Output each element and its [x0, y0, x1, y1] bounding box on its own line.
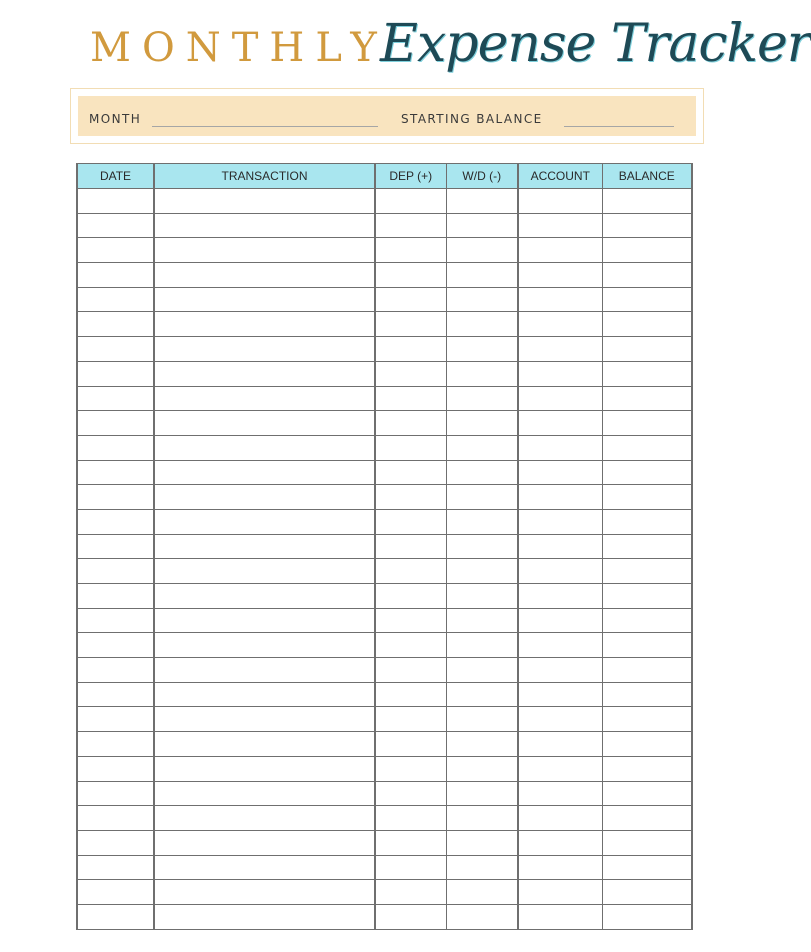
deposit-cell[interactable] — [375, 904, 446, 929]
table-row — [77, 460, 692, 485]
date-cell[interactable] — [77, 189, 154, 214]
balance-cell[interactable] — [602, 361, 692, 386]
table-row — [77, 633, 692, 658]
table-row — [77, 756, 692, 781]
transaction-cell[interactable] — [154, 263, 375, 288]
balance-cell[interactable] — [602, 287, 692, 312]
account-cell[interactable] — [518, 386, 602, 411]
transaction-cell[interactable] — [154, 584, 375, 609]
starting-balance-label: STARTING BALANCE — [401, 112, 543, 126]
deposit-cell[interactable] — [375, 584, 446, 609]
withdrawal-cell[interactable] — [446, 361, 518, 386]
date-cell[interactable] — [77, 633, 154, 658]
account-cell[interactable] — [518, 238, 602, 263]
table-row — [77, 559, 692, 584]
transaction-cell[interactable] — [154, 238, 375, 263]
transaction-cell[interactable] — [154, 213, 375, 238]
transaction-cell[interactable] — [154, 756, 375, 781]
deposit-cell[interactable] — [375, 238, 446, 263]
account-cell[interactable] — [518, 213, 602, 238]
date-cell[interactable] — [77, 806, 154, 831]
transaction-cell[interactable] — [154, 460, 375, 485]
withdrawal-cell[interactable] — [446, 534, 518, 559]
date-cell[interactable] — [77, 238, 154, 263]
balance-cell[interactable] — [602, 806, 692, 831]
deposit-cell[interactable] — [375, 485, 446, 510]
date-cell[interactable] — [77, 756, 154, 781]
withdrawal-cell[interactable] — [446, 633, 518, 658]
deposit-cell[interactable] — [375, 707, 446, 732]
table-row — [77, 781, 692, 806]
balance-cell[interactable] — [602, 608, 692, 633]
table-row — [77, 707, 692, 732]
transaction-cell[interactable] — [154, 337, 375, 362]
page-title — [0, 0, 811, 86]
withdrawal-cell[interactable] — [446, 658, 518, 683]
transaction-cell[interactable] — [154, 904, 375, 929]
transaction-cell[interactable] — [154, 509, 375, 534]
balance-cell[interactable] — [602, 189, 692, 214]
date-cell[interactable] — [77, 732, 154, 757]
date-cell[interactable] — [77, 608, 154, 633]
account-cell[interactable] — [518, 732, 602, 757]
balance-cell[interactable] — [602, 855, 692, 880]
date-cell[interactable] — [77, 386, 154, 411]
withdrawal-cell[interactable] — [446, 880, 518, 905]
account-cell[interactable] — [518, 485, 602, 510]
deposit-cell[interactable] — [375, 559, 446, 584]
balance-cell[interactable] — [602, 633, 692, 658]
account-cell[interactable] — [518, 855, 602, 880]
title-expense-tracker: Expense Tracker — [380, 14, 811, 74]
deposit-cell[interactable] — [375, 213, 446, 238]
withdrawal-cell[interactable] — [446, 756, 518, 781]
withdrawal-cell[interactable] — [446, 386, 518, 411]
table-row — [77, 238, 692, 263]
account-cell[interactable] — [518, 658, 602, 683]
account-cell[interactable] — [518, 781, 602, 806]
balance-cell[interactable] — [602, 386, 692, 411]
deposit-cell[interactable] — [375, 361, 446, 386]
withdrawal-cell[interactable] — [446, 806, 518, 831]
deposit-cell[interactable] — [375, 287, 446, 312]
table-row — [77, 904, 692, 929]
starting-balance-input-line[interactable] — [564, 126, 674, 127]
transaction-cell[interactable] — [154, 386, 375, 411]
date-cell[interactable] — [77, 707, 154, 732]
transaction-cell[interactable] — [154, 707, 375, 732]
account-cell[interactable] — [518, 707, 602, 732]
column-header-date: DATE — [77, 164, 154, 189]
balance-cell[interactable] — [602, 658, 692, 683]
date-cell[interactable] — [77, 435, 154, 460]
account-cell[interactable] — [518, 509, 602, 534]
account-cell[interactable] — [518, 337, 602, 362]
balance-cell[interactable] — [602, 880, 692, 905]
balance-cell[interactable] — [602, 411, 692, 436]
month-input-line[interactable] — [152, 126, 378, 127]
date-cell[interactable] — [77, 411, 154, 436]
deposit-cell[interactable] — [375, 781, 446, 806]
table-row — [77, 855, 692, 880]
month-label: MONTH — [89, 112, 142, 126]
date-cell[interactable] — [77, 312, 154, 337]
deposit-cell[interactable] — [375, 880, 446, 905]
balance-cell[interactable] — [602, 213, 692, 238]
table-row — [77, 189, 692, 214]
account-cell[interactable] — [518, 806, 602, 831]
balance-cell[interactable] — [602, 584, 692, 609]
transaction-cell[interactable] — [154, 189, 375, 214]
title-monthly: MONTHLY — [90, 25, 388, 71]
withdrawal-cell[interactable] — [446, 460, 518, 485]
withdrawal-cell[interactable] — [446, 904, 518, 929]
deposit-cell[interactable] — [375, 386, 446, 411]
balance-cell[interactable] — [602, 263, 692, 288]
table-row — [77, 658, 692, 683]
transaction-cell[interactable] — [154, 830, 375, 855]
date-cell[interactable] — [77, 263, 154, 288]
date-cell[interactable] — [77, 485, 154, 510]
account-cell[interactable] — [518, 633, 602, 658]
transaction-cell[interactable] — [154, 312, 375, 337]
account-cell[interactable] — [518, 312, 602, 337]
deposit-cell[interactable] — [375, 756, 446, 781]
table-row — [77, 361, 692, 386]
date-cell[interactable] — [77, 584, 154, 609]
withdrawal-cell[interactable] — [446, 732, 518, 757]
withdrawal-cell[interactable] — [446, 238, 518, 263]
withdrawal-cell[interactable] — [446, 584, 518, 609]
month-info-band — [78, 96, 696, 136]
deposit-cell[interactable] — [375, 460, 446, 485]
deposit-cell[interactable] — [375, 509, 446, 534]
balance-cell[interactable] — [602, 238, 692, 263]
date-cell[interactable] — [77, 682, 154, 707]
column-header-transaction: TRANSACTION — [154, 164, 375, 189]
account-cell[interactable] — [518, 435, 602, 460]
balance-cell[interactable] — [602, 509, 692, 534]
deposit-cell[interactable] — [375, 682, 446, 707]
transaction-cell[interactable] — [154, 658, 375, 683]
transaction-cell[interactable] — [154, 781, 375, 806]
table-row — [77, 732, 692, 757]
transaction-cell[interactable] — [154, 559, 375, 584]
balance-cell[interactable] — [602, 485, 692, 510]
table-row — [77, 880, 692, 905]
account-cell[interactable] — [518, 608, 602, 633]
withdrawal-cell[interactable] — [446, 559, 518, 584]
deposit-cell[interactable] — [375, 411, 446, 436]
transaction-cell[interactable] — [154, 361, 375, 386]
date-cell[interactable] — [77, 361, 154, 386]
account-cell[interactable] — [518, 584, 602, 609]
deposit-cell[interactable] — [375, 806, 446, 831]
withdrawal-cell[interactable] — [446, 485, 518, 510]
table-row — [77, 534, 692, 559]
deposit-cell[interactable] — [375, 658, 446, 683]
date-cell[interactable] — [77, 904, 154, 929]
account-cell[interactable] — [518, 534, 602, 559]
deposit-cell[interactable] — [375, 534, 446, 559]
withdrawal-cell[interactable] — [446, 682, 518, 707]
balance-cell[interactable] — [602, 435, 692, 460]
table-row — [77, 682, 692, 707]
deposit-cell[interactable] — [375, 855, 446, 880]
table-row — [77, 287, 692, 312]
column-header-balance: BALANCE — [602, 164, 692, 189]
balance-cell[interactable] — [602, 830, 692, 855]
date-cell[interactable] — [77, 534, 154, 559]
balance-cell[interactable] — [602, 460, 692, 485]
deposit-cell[interactable] — [375, 263, 446, 288]
date-cell[interactable] — [77, 559, 154, 584]
withdrawal-cell[interactable] — [446, 435, 518, 460]
table-row — [77, 312, 692, 337]
month-info-box — [70, 88, 704, 144]
transaction-cell[interactable] — [154, 633, 375, 658]
account-cell[interactable] — [518, 682, 602, 707]
deposit-cell[interactable] — [375, 189, 446, 214]
transaction-cell[interactable] — [154, 608, 375, 633]
balance-cell[interactable] — [602, 707, 692, 732]
date-cell[interactable] — [77, 830, 154, 855]
deposit-cell[interactable] — [375, 830, 446, 855]
date-cell[interactable] — [77, 337, 154, 362]
column-header-withdrawal: W/D (-) — [446, 164, 518, 189]
transaction-cell[interactable] — [154, 682, 375, 707]
date-cell[interactable] — [77, 781, 154, 806]
withdrawal-cell[interactable] — [446, 263, 518, 288]
deposit-cell[interactable] — [375, 633, 446, 658]
balance-cell[interactable] — [602, 559, 692, 584]
deposit-cell[interactable] — [375, 312, 446, 337]
table-row — [77, 509, 692, 534]
withdrawal-cell[interactable] — [446, 287, 518, 312]
date-cell[interactable] — [77, 658, 154, 683]
table-row — [77, 411, 692, 436]
withdrawal-cell[interactable] — [446, 337, 518, 362]
balance-cell[interactable] — [602, 534, 692, 559]
table-row — [77, 806, 692, 831]
account-cell[interactable] — [518, 361, 602, 386]
withdrawal-cell[interactable] — [446, 509, 518, 534]
table-row — [77, 435, 692, 460]
account-cell[interactable] — [518, 287, 602, 312]
table-row — [77, 584, 692, 609]
withdrawal-cell[interactable] — [446, 312, 518, 337]
table-row — [77, 337, 692, 362]
table-row — [77, 263, 692, 288]
account-cell[interactable] — [518, 904, 602, 929]
table-row — [77, 213, 692, 238]
account-cell[interactable] — [518, 263, 602, 288]
account-cell[interactable] — [518, 880, 602, 905]
date-cell[interactable] — [77, 509, 154, 534]
account-cell[interactable] — [518, 559, 602, 584]
balance-cell[interactable] — [602, 682, 692, 707]
balance-cell[interactable] — [602, 781, 692, 806]
account-cell[interactable] — [518, 189, 602, 214]
date-cell[interactable] — [77, 213, 154, 238]
transaction-cell[interactable] — [154, 287, 375, 312]
withdrawal-cell[interactable] — [446, 213, 518, 238]
balance-cell[interactable] — [602, 756, 692, 781]
table-row — [77, 608, 692, 633]
table-row — [77, 386, 692, 411]
account-cell[interactable] — [518, 411, 602, 436]
deposit-cell[interactable] — [375, 608, 446, 633]
expense-ledger-table — [76, 163, 693, 930]
date-cell[interactable] — [77, 855, 154, 880]
withdrawal-cell[interactable] — [446, 411, 518, 436]
transaction-cell[interactable] — [154, 534, 375, 559]
ledger-body — [77, 189, 692, 930]
withdrawal-cell[interactable] — [446, 189, 518, 214]
transaction-cell[interactable] — [154, 435, 375, 460]
deposit-cell[interactable] — [375, 337, 446, 362]
table-header-row — [77, 164, 692, 189]
withdrawal-cell[interactable] — [446, 707, 518, 732]
balance-cell[interactable] — [602, 312, 692, 337]
column-header-account: ACCOUNT — [518, 164, 602, 189]
transaction-cell[interactable] — [154, 485, 375, 510]
date-cell[interactable] — [77, 287, 154, 312]
deposit-cell[interactable] — [375, 732, 446, 757]
transaction-cell[interactable] — [154, 880, 375, 905]
transaction-cell[interactable] — [154, 806, 375, 831]
account-cell[interactable] — [518, 830, 602, 855]
withdrawal-cell[interactable] — [446, 855, 518, 880]
withdrawal-cell[interactable] — [446, 830, 518, 855]
date-cell[interactable] — [77, 460, 154, 485]
date-cell[interactable] — [77, 880, 154, 905]
deposit-cell[interactable] — [375, 435, 446, 460]
column-header-deposit: DEP (+) — [375, 164, 446, 189]
transaction-cell[interactable] — [154, 855, 375, 880]
transaction-cell[interactable] — [154, 732, 375, 757]
account-cell[interactable] — [518, 756, 602, 781]
table-row — [77, 830, 692, 855]
balance-cell[interactable] — [602, 732, 692, 757]
withdrawal-cell[interactable] — [446, 781, 518, 806]
balance-cell[interactable] — [602, 904, 692, 929]
transaction-cell[interactable] — [154, 411, 375, 436]
table-row — [77, 485, 692, 510]
account-cell[interactable] — [518, 460, 602, 485]
balance-cell[interactable] — [602, 337, 692, 362]
withdrawal-cell[interactable] — [446, 608, 518, 633]
